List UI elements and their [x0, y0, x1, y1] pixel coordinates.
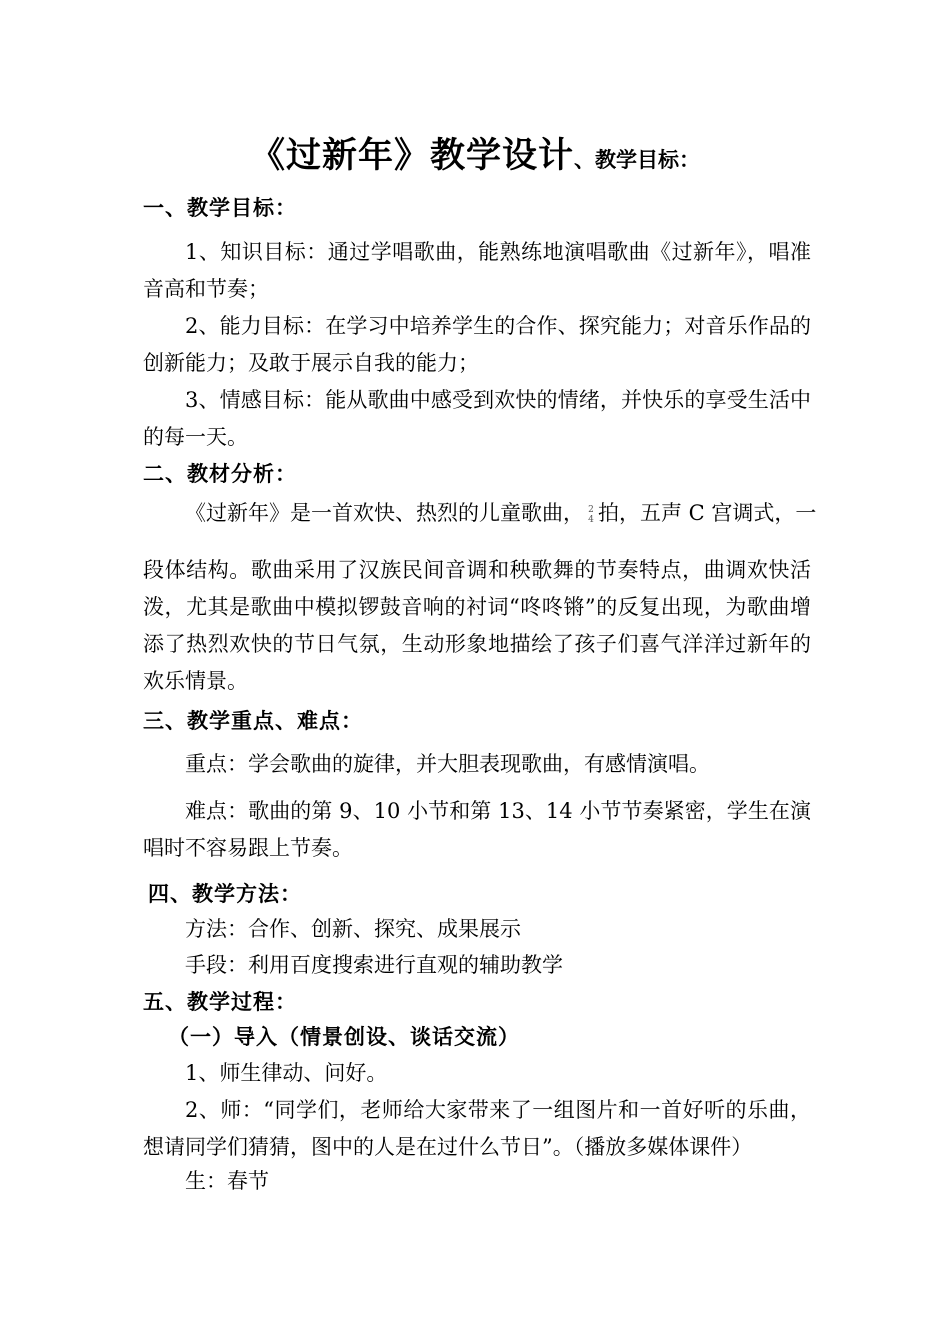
title-main: 《过新年》教学设计 [249, 136, 574, 176]
section-4-heading: 四、教学方法： [148, 882, 302, 906]
analysis-body: 段体结构。歌曲采用了汉族民间音调和秧歌舞的节奏特点，曲调欢快活泼，尤其是歌曲中模拟锣鼓音响的衬词“咚咚锵”的反复出现，为歌曲增添了热烈欢快的节日气氛，生动形象地描绘了孩子们喜气洋洋过新年的欢乐情景。 [143, 558, 811, 693]
process-step-1-heading: （一）导入（情景创设、谈话交流） [168, 1025, 520, 1049]
process-student-answer: 生：春节 [185, 1169, 269, 1193]
time-signature-bottom: 4 [588, 514, 594, 525]
section-3-heading: 三、教学重点、难点： [143, 709, 363, 733]
process-greeting: 1、师生律动、问好。 [185, 1061, 388, 1085]
objective-emotion: 3、情感目标：能从歌曲中感受到欢快的情绪，并快乐的享受生活中的每一天。 [143, 388, 811, 449]
objective-ability: 2、能力目标：在学习中培养学生的合作、探究能力；对音乐作品的创新能力；及敢于展示自我的能力； [143, 314, 811, 375]
title-suffix: 、教学目标： [574, 148, 700, 172]
section-2-heading: 二、教材分析： [143, 462, 297, 486]
process-teacher-intro: 2、师：“同学们，老师给大家带来了一组图片和一首好听的乐曲，想请同学们猜猜，图中的人是在过什么节日”。（播放多媒体课件） [143, 1098, 811, 1159]
section-5-heading: 五、教学过程： [143, 990, 297, 1014]
time-signature [586, 505, 596, 525]
analysis-first-line-rest: 拍，五声 C 宫调式，一 [598, 501, 817, 525]
section-1-heading: 一、教学目标： [143, 196, 297, 220]
document-title [0, 128, 950, 178]
objective-knowledge: 1、知识目标：通过学唱歌曲，能熟练地演唱歌曲《过新年》，唱准音高和节奏； [143, 240, 811, 301]
method-line: 方法：合作、创新、探究、成果展示 [185, 917, 521, 941]
analysis-first-line [185, 497, 816, 527]
time-signature-top: 2 [588, 504, 594, 515]
difficult-point: 难点：歌曲的第 9、10 小节和第 13、14 小节节奏紧密，学生在演唱时不容易跟上节奏。 [143, 799, 811, 860]
analysis-first-line-text: 《过新年》是一首欢快、热烈的儿童歌曲， [185, 501, 584, 525]
key-point: 重点：学会歌曲的旋律，并大胆表现歌曲，有感情演唱。 [185, 752, 710, 776]
means-line: 手段：利用百度搜索进行直观的辅助教学 [185, 953, 563, 977]
